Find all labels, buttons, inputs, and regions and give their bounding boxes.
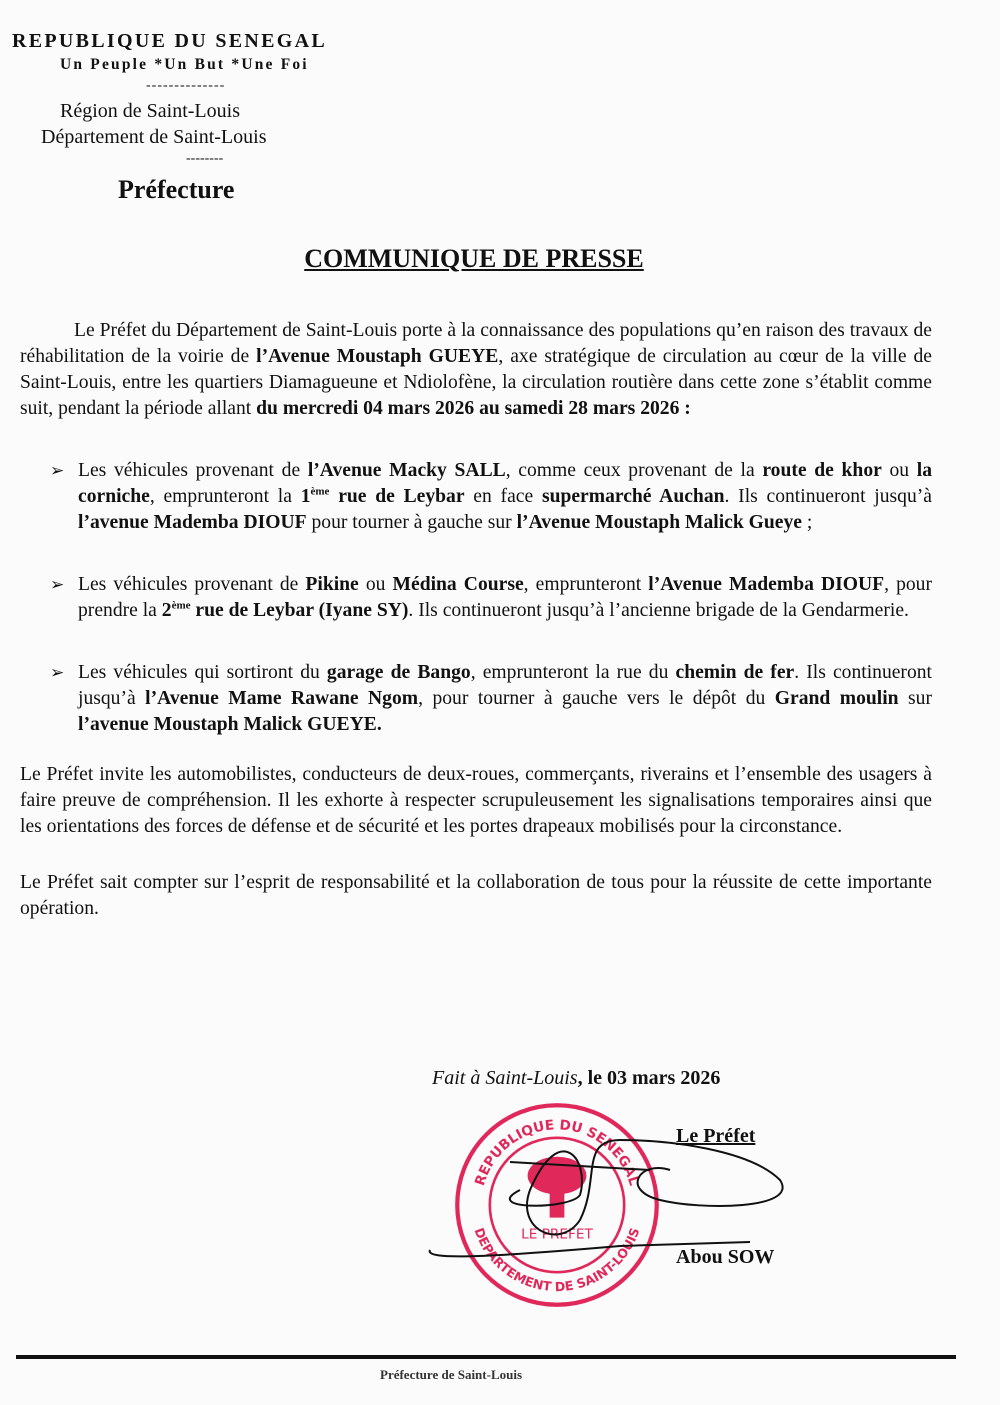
text-segment: , comme ceux provenant de la xyxy=(505,460,763,481)
footer-text: Préfecture de Saint-Louis xyxy=(380,1367,523,1382)
bold-text: l’avenue Moustaph Malick GUEYE. xyxy=(78,714,382,735)
closing-paragraph xyxy=(20,870,932,922)
text-segment: Le Préfet du Département de Saint-Louis porte à la connaissance des populations qu’en raison des travaux de réhabilitation de la voirie de xyxy=(20,320,932,367)
text-segment: Le Préfet invite les automobilistes, conducteurs de deux-roues, commerçants, riverains et l’ensemble des usagers à faire preuve de compréhension. Il les exhorte à respecter scrupuleusement les signalisations temporaires ainsi que les orientations des forces de défense et de sécurité et les portes drapeaux mobilisés pour la circonstance. xyxy=(20,764,932,837)
bold-text: 1 xyxy=(300,486,311,507)
bullet-text xyxy=(78,662,932,735)
bullet-text xyxy=(78,574,932,621)
stamp-top-text: REPUBLIQUE DU SENEGAL xyxy=(472,1117,642,1188)
bold-text: supermarché Auchan xyxy=(541,486,725,507)
date: , le 03 mars 2026 xyxy=(577,1067,721,1089)
bold-text: garage de Bango xyxy=(326,662,471,683)
text-segment: Les véhicules provenant de xyxy=(78,460,308,481)
place-date xyxy=(432,1067,720,1090)
text-segment: Le Préfet sait compter sur l’esprit de responsabilité et la collaboration de tous pour la réussite de cette importante opération. xyxy=(20,872,932,919)
bold-text: Médina Course xyxy=(392,574,524,595)
text-segment: pour tourner à gauche sur xyxy=(306,512,517,533)
text-segment: en face xyxy=(464,486,542,507)
text-segment: . Ils continueront jusqu’à xyxy=(78,662,932,709)
bold-text: Grand moulin xyxy=(774,688,899,709)
bullet-item xyxy=(50,572,932,624)
arrow-bullet-icon: ➢ xyxy=(50,461,65,480)
bold-text: l’Avenue Mame Rawane Ngom xyxy=(145,688,419,709)
region-label: Région de Saint-Louis xyxy=(60,100,240,122)
text-segment: Les véhicules qui sortiront du xyxy=(78,662,327,683)
text-segment: ou xyxy=(881,460,917,481)
prefecture-label: Préfecture xyxy=(118,175,235,204)
text-segment: ; xyxy=(801,512,813,533)
arrow-bullet-icon: ➢ xyxy=(50,663,65,682)
text-segment: , axe stratégique de circulation au cœur de la ville de Saint-Louis, entre les quartiers Diamagueune et Ndiolofène, la circulation routière dans cette zone s’établit comme suit, pendant la période allant xyxy=(20,346,932,419)
separator: -------- xyxy=(186,151,224,166)
bold-text: l’Avenue Moustaph Malick Gueye xyxy=(516,512,802,533)
republic-heading: REPUBLIQUE DU SENEGAL xyxy=(12,30,328,52)
bold-text: l’Avenue Mademba DIOUF xyxy=(648,574,885,595)
department-label: Département de Saint-Louis xyxy=(41,126,267,148)
bold-text: rue de Leybar xyxy=(329,486,465,507)
bold-text: 2 xyxy=(161,600,172,621)
text-segment: , emprunteront la xyxy=(149,486,301,507)
stamp-center-text: LE PREFET xyxy=(521,1226,593,1243)
bold-text: Pikine xyxy=(305,574,359,595)
intro-paragraph xyxy=(20,318,932,422)
bullet-item xyxy=(50,458,933,536)
separator: -------------- xyxy=(146,78,226,93)
bold-text: du mercredi 04 mars 2026 au samedi 28 mars 2026 : xyxy=(256,398,691,419)
text-segment: . Ils continueront jusqu’à l’ancienne brigade de la Gendarmerie. xyxy=(408,600,909,621)
arrow-bullet-icon: ➢ xyxy=(50,575,65,594)
text-segment: . Ils continueront jusqu’à xyxy=(724,486,932,507)
bullet-item xyxy=(50,660,932,738)
document-body xyxy=(20,318,932,922)
text-segment: , pour tourner à gauche vers le dépôt du xyxy=(418,688,775,709)
bold-text: l’Avenue Moustaph GUEYE xyxy=(256,346,499,367)
bold-text: l’avenue Mademba DIOUF xyxy=(78,512,307,533)
text-segment: , emprunteront xyxy=(523,574,649,595)
bold-text: ème xyxy=(171,599,191,612)
text-segment: , pour prendre la xyxy=(78,574,932,621)
bold-text: l’Avenue Macky SALL xyxy=(307,460,506,481)
text-segment: , emprunteront la rue du xyxy=(470,662,676,683)
signatory-name: Abou SOW xyxy=(676,1246,775,1268)
body-paragraph xyxy=(20,762,932,840)
text-segment: sur xyxy=(898,688,932,709)
signatory-role: Le Préfet xyxy=(676,1125,756,1147)
stamp-bottom-text: DEPARTEMENT DE SAINT-LOUIS xyxy=(471,1225,643,1295)
bold-text: rue de Leybar (Iyane SY) xyxy=(190,600,409,621)
footer-rule xyxy=(16,1355,956,1359)
bold-text: chemin de fer xyxy=(675,662,795,683)
document-title: COMMUNIQUE DE PRESSE xyxy=(304,244,644,273)
bold-text: route de khor xyxy=(762,460,882,481)
bold-text: ème xyxy=(310,485,330,498)
text-segment: ou xyxy=(358,574,393,595)
national-motto: Un Peuple *Un But *Une Foi xyxy=(60,56,309,73)
bullet-text xyxy=(78,460,932,533)
text-segment: Les véhicules provenant de xyxy=(78,574,306,595)
bold-text: la corniche xyxy=(78,460,933,507)
place: Fait à Saint-Louis xyxy=(432,1067,578,1089)
